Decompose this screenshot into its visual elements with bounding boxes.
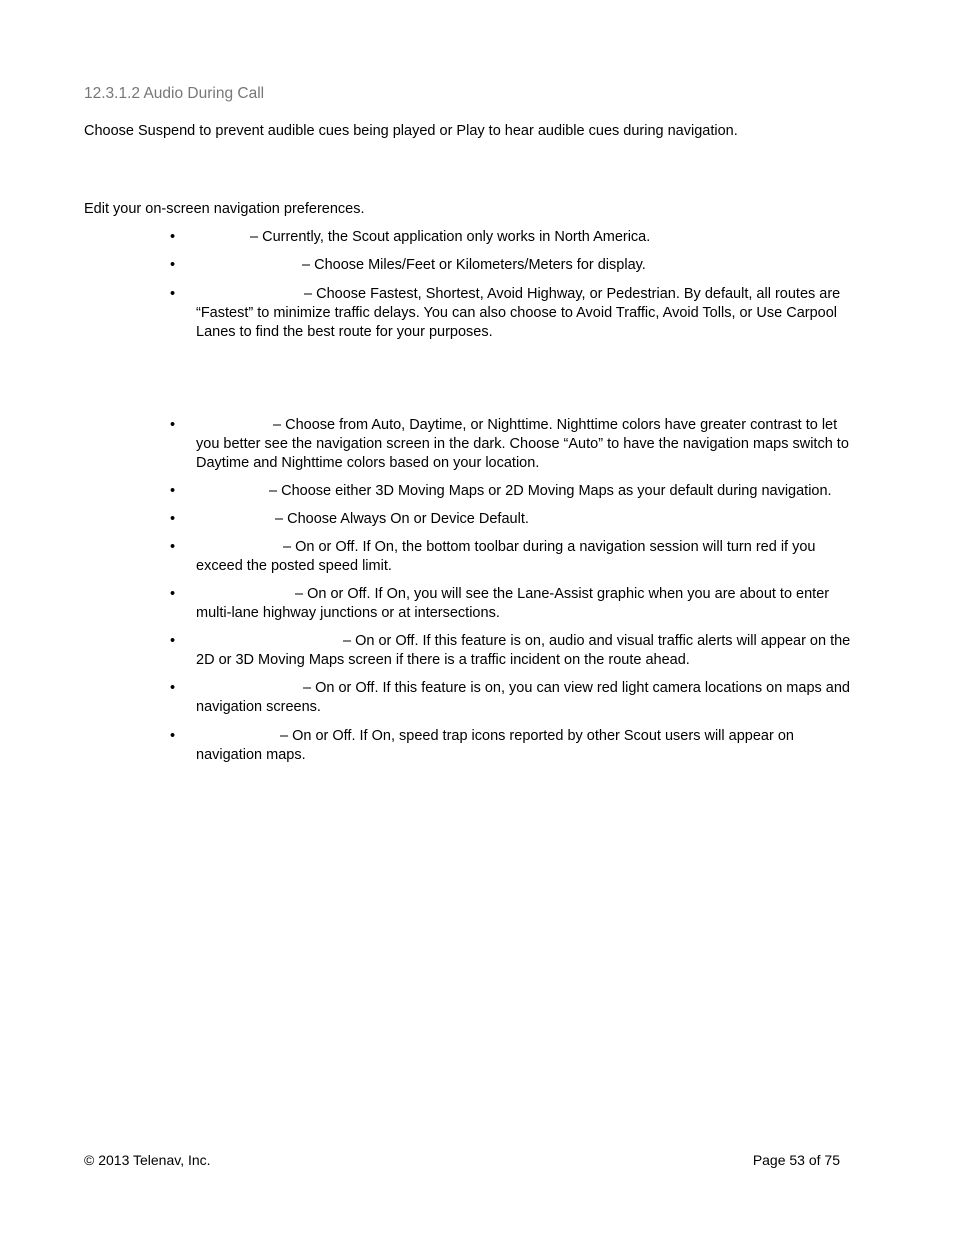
bullet-icon: • (170, 483, 176, 499)
audio-during-call-description: Choose Suspend to prevent audible cues being played or Play to hear audible cues during navigation. (84, 123, 738, 139)
list-item-text: – On or Off. If this feature is on, audio and visual traffic alerts will appear on the 2D or 3D Moving Maps screen if there is a traffic incident on the route ahead. (196, 633, 851, 668)
list-item-text: – On or Off. If this feature is on, you can view red light camera locations on maps and navigation screens. (196, 680, 850, 715)
bullet-icon: • (170, 728, 176, 744)
bullet-icon: • (170, 633, 176, 649)
bullet-icon: • (170, 586, 176, 602)
navigation-intro: Edit your on-screen navigation preferences. (84, 201, 365, 217)
list-item-text: – On or Off. If On, the bottom toolbar during a navigation session will turn red if you exceed the posted speed limit. (196, 539, 816, 574)
list-item-text: – Currently, the Scout application only works in North America. (250, 229, 651, 245)
list-item-text: – Choose Miles/Feet or Kilometers/Meters for display. (302, 257, 646, 273)
bullet-icon: • (170, 539, 176, 555)
list-item-text: – On or Off. If On, speed trap icons reported by other Scout users will appear on navigation maps. (196, 728, 794, 763)
bullet-icon: • (170, 286, 176, 302)
list-item-text: – Choose from Auto, Daytime, or Nighttime. Nighttime colors have greater contrast to let you better see the navigation screen in the dark. Choose “Auto” to have the navigation maps switch to Daytime and Nighttime colors based on your location. (196, 417, 849, 471)
list-item-text: – Choose Fastest, Shortest, Avoid Highway, or Pedestrian. By default, all routes are “Fastest” to minimize traffic delays. You can also choose to Avoid Traffic, Avoid Tolls, or Use Carpool Lanes to find the best route for your purposes. (196, 286, 841, 340)
footer-copyright: © 2013 Telenav, Inc. (84, 1152, 211, 1168)
bullet-icon: • (170, 680, 176, 696)
bullet-icon: • (170, 417, 176, 433)
bullet-icon: • (170, 511, 176, 527)
bullet-icon: • (170, 229, 176, 245)
list-item-text: – On or Off. If On, you will see the Lane-Assist graphic when you are about to enter multi-lane highway junctions or at intersections. (196, 586, 830, 621)
section-heading: 12.3.1.2 Audio During Call (84, 85, 265, 102)
list-item-text: – Choose either 3D Moving Maps or 2D Moving Maps as your default during navigation. (269, 483, 832, 499)
bullet-icon: • (170, 257, 176, 273)
footer-page-number: Page 53 of 75 (752, 1152, 840, 1168)
list-item-text: – Choose Always On or Device Default. (275, 511, 529, 527)
